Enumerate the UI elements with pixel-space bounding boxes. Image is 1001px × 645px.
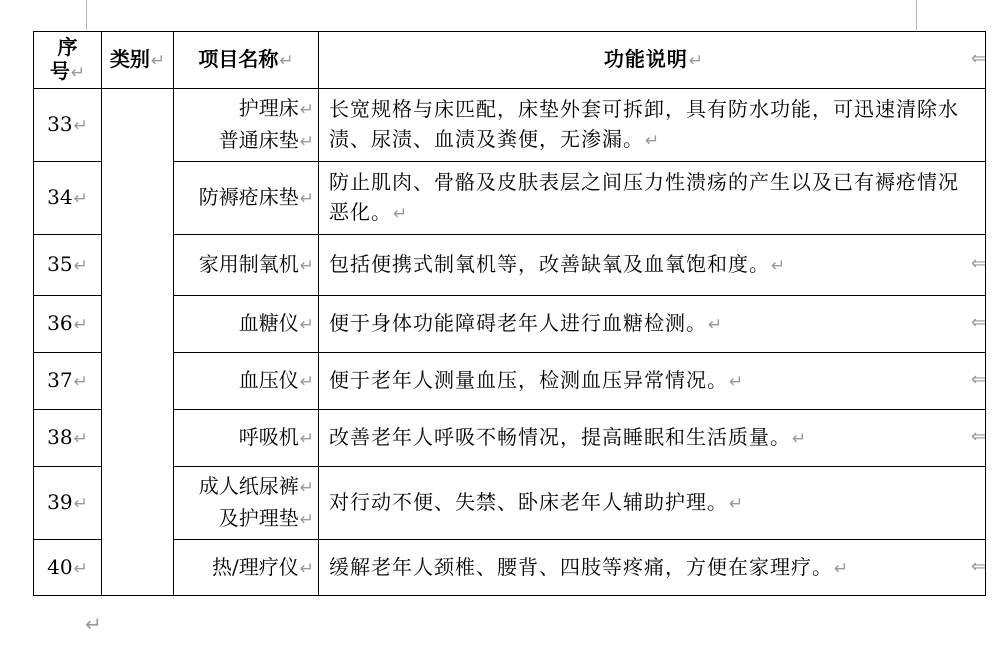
name-line: 防褥疮床垫↵ xyxy=(198,185,314,209)
table-row xyxy=(34,467,986,540)
cell-description: 便于身体功能障碍老年人进行血糖检测。↵ xyxy=(319,296,986,353)
name-line: 家用制氧机↵ xyxy=(198,252,314,276)
cell-no: 38↵ xyxy=(34,410,102,467)
name-line: 普通床垫↵ xyxy=(218,128,314,152)
cell-description: 防止肌肉、骨骼及皮肤表层之间压力性溃疡的产生以及已有褥疮情况恶化。↵ xyxy=(319,162,986,235)
table-row xyxy=(34,89,986,162)
page-margin-mark-right xyxy=(916,0,917,30)
table-row xyxy=(34,162,986,235)
cell-no: 33↵ xyxy=(34,89,102,162)
row-end-mark: ⇐ xyxy=(971,555,987,577)
name-line: 热/理疗仪↵ xyxy=(212,554,314,579)
cell-category-merged xyxy=(102,89,174,596)
cell-no: 34↵ xyxy=(34,162,102,235)
name-line: 护理床↵ xyxy=(238,96,314,120)
cell-no: 35↵ xyxy=(34,235,102,296)
row-end-mark: ⇐ xyxy=(971,48,987,69)
row-end-mark: ⇐ xyxy=(971,253,987,274)
header-desc: 功能说明↵ xyxy=(319,32,986,89)
cell-description: 缓解老年人颈椎、腰背、四肢等疼痛，方便在家理疗。↵ xyxy=(319,540,986,596)
row-end-mark: ⇐ xyxy=(971,312,987,333)
page-margin-mark-left xyxy=(86,0,87,30)
cell-no: 36↵ xyxy=(34,296,102,353)
row-end-mark: ⇐ xyxy=(971,426,987,447)
name-line: 呼吸机↵ xyxy=(238,425,314,449)
paragraph-end-mark: ↵ xyxy=(85,612,102,636)
header-no: 序 号↵ xyxy=(34,32,102,89)
cell-no: 40↵ xyxy=(34,540,102,596)
name-line: 成人纸尿裤↵ xyxy=(198,474,314,498)
cell-name xyxy=(174,540,319,596)
table-row xyxy=(34,235,986,296)
cell-name xyxy=(174,467,319,540)
cell-description: 便于老年人测量血压，检测血压异常情况。↵ xyxy=(319,353,986,410)
cell-name xyxy=(174,410,319,467)
cell-name xyxy=(174,353,319,410)
name-line: 血压仪↵ xyxy=(238,368,314,392)
equipment-table xyxy=(33,31,986,596)
header-name: 项目名称↵ xyxy=(174,32,319,89)
table-row xyxy=(34,353,986,410)
name-line: 及护理垫↵ xyxy=(218,506,314,530)
cell-name xyxy=(174,235,319,296)
cell-name xyxy=(174,89,319,162)
row-end-mark: ⇐ xyxy=(971,369,987,390)
header-no-label: 序 号 xyxy=(49,35,78,83)
cell-no: 37↵ xyxy=(34,353,102,410)
cell-name xyxy=(174,162,319,235)
cell-no: 39↵ xyxy=(34,467,102,540)
table-row xyxy=(34,410,986,467)
table-row xyxy=(34,296,986,353)
cell-description: 长宽规格与床匹配，床垫外套可拆卸，具有防水功能，可迅速清除水渍、尿渍、血渍及粪便，无渗漏。↵ xyxy=(319,89,986,162)
cell-description: 包括便携式制氧机等，改善缺氧及血氧饱和度。↵ xyxy=(319,235,986,296)
name-line: 血糖仪↵ xyxy=(238,311,314,335)
table-header-row xyxy=(34,32,986,89)
header-category: 类别↵ xyxy=(102,32,174,89)
cell-name xyxy=(174,296,319,353)
cell-description: 改善老年人呼吸不畅情况，提高睡眠和生活质量。↵ xyxy=(319,410,986,467)
cell-description: 对行动不便、失禁、卧床老年人辅助护理。↵ xyxy=(319,467,986,540)
table-row xyxy=(34,540,986,596)
